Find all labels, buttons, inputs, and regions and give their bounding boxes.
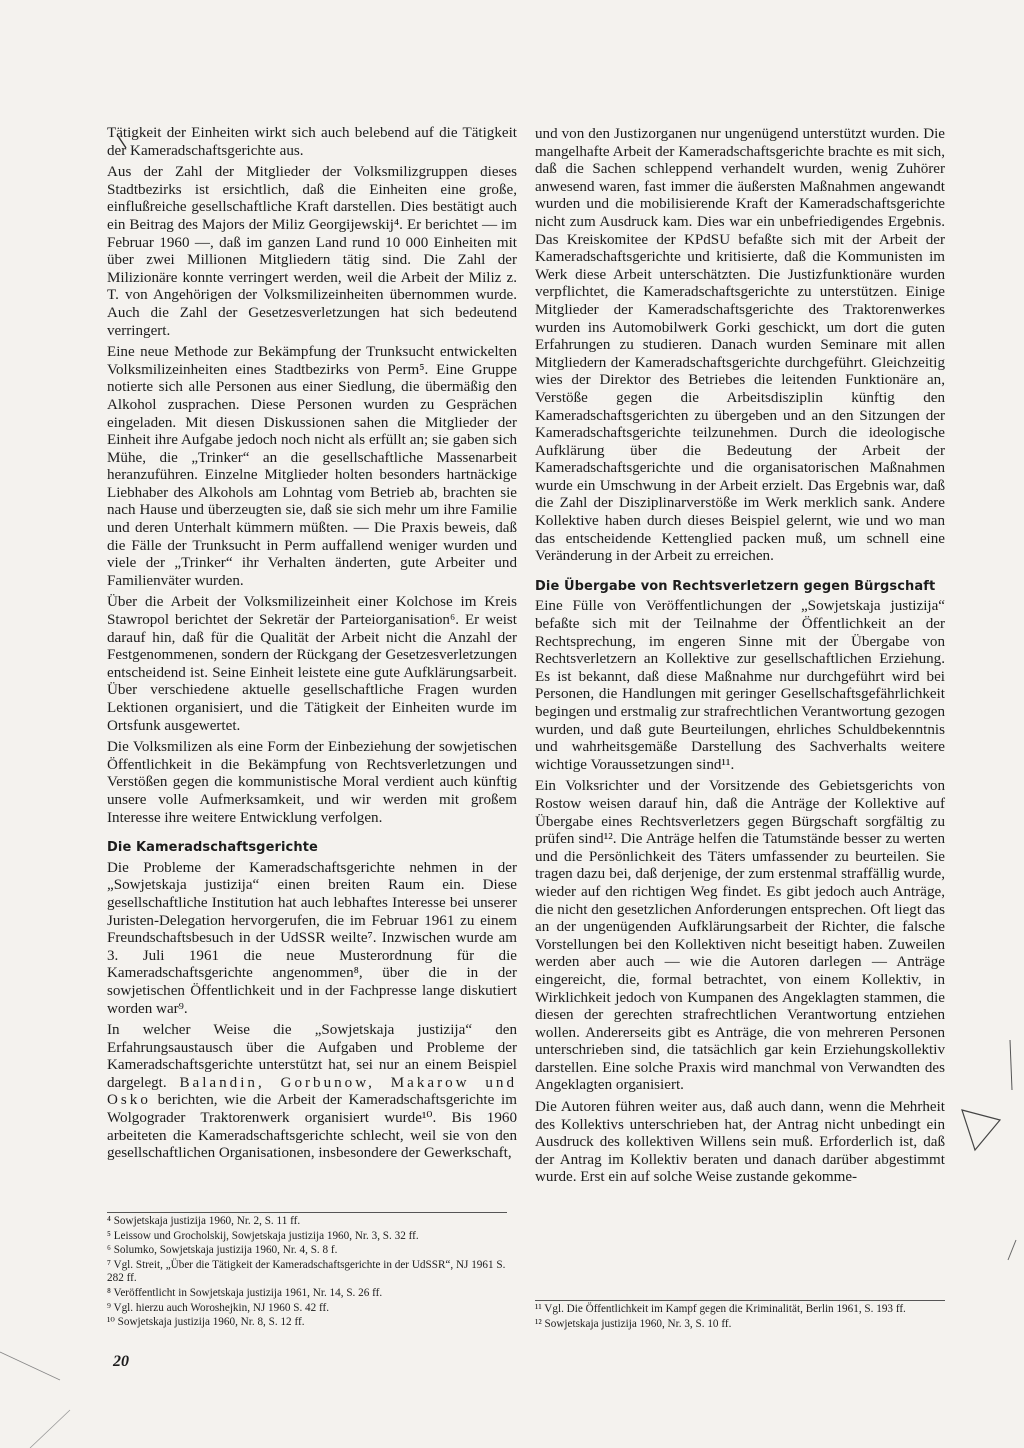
footnote: ¹² Sowjetskaja justizija 1960, Nr. 3, S. 10 ff. (535, 1317, 732, 1330)
footnote: ⁴ Sowjetskaja justizija 1960, Nr. 2, S. 11 ff. (107, 1215, 301, 1227)
footnote: ¹¹ Vgl. Die Öffentlichkeit im Kampf gegen die Kriminalität, Berlin 1961, S. 193 ff. (535, 1303, 906, 1315)
footnote: ⁸ Veröffentlicht in Sowjetskaja justizija 1961, Nr. 14, S. 26 ff. (107, 1286, 383, 1299)
scan-mark-triangle (962, 1110, 1000, 1150)
text-run: berichten, wie die Arbeit der Kameradschaftsgerichte im Wolgograder Traktorenwerk organisiert wurde¹⁰. Bis 1960 arbeiteten die Kameradschaftsgerichte schlecht, weil sie von den gesellschaftlichen Organisationen, insbesondere der Gewerkschaft, (107, 1092, 517, 1162)
text-run: In welcher Weise die „Sowjetskaja justizija“ den Erfahrungsaustausch über die Aufgaben und Probleme der Kameradschaftsgerichte unterstützt hat, sei nur an einem Beispiel dargelegt. (107, 1022, 517, 1091)
spaced-author-names: Balandin, Gorbunow, Makarow und Osko (107, 1074, 517, 1109)
paragraph: Über die Arbeit der Volksmilizeinheit einer Kolchose im Kreis Stawropol berichtet der Sekretär der Parteiorganisation⁶. Er weist darauf hin, daß für die Qualität der Arbeit nicht die Anzahl der Festgenommenen, sondern der Rückgang der Gesetzesverletzungen entscheidend ist. Seine Einheit leistete eine gute Aufklärungsarbeit. Über verschiedene aktuelle gesellschaftliche Fragen wurden Lektionen organisiert, und die Tätigkeit der Einheiten wurde im Ortsfunk ausgewertet. (107, 594, 517, 734)
section-heading: Die Kameradschaftsgerichte (107, 840, 318, 856)
scan-mark-scratch (0, 1352, 60, 1380)
footnote: ⁵ Leissow und Grocholskij, Sowjetskaja justizija 1960, Nr. 3, S. 32 ff. (107, 1229, 419, 1242)
paragraph: Ein Volksrichter und der Vorsitzende des Gebietsgerichts von Rostow weisen darauf hin, daß die Anträge der Kollektive auf Übergabe eines Rechtsverletzers gegen Bürgschaft sorgfältig zu prüfen sind¹². Die Anträge helfen die Tatumstände besser zu werten und die Persönlichkeit des Täters umfassender zu beurteilen. Sie tragen dazu bei, daß derjenige, der zum erstenmal straffällig wurde, wieder auf den richtigen Weg findet. Es gibt jedoch auch Anträge, die nicht den gesetzlichen Anforderungen entsprechen. Oft liegt das an der ungenügenden Aufklärungsarbeit der Richter, die falsche Vorstellungen bei den Kollektiven nicht beseitigt haben. Zuweilen werden aber auch — wie die Autoren darlegen — Anträge eingereicht, die, formal betrachtet, von einem Kollektiv, in Wirklichkeit jedoch von Kumpanen des Angeklagten stammen, die diesen der gerechten strafrechtlichen Verantwortung entziehen wollen. Andererseits gibt es Anträge, die von mehreren Personen unterschrieben sind, die tatsächlich gar kein Erziehungskollektiv darstellen. Eine solche Praxis wird manchmal von Verwandten des Angeklagten organisiert. (535, 778, 945, 1094)
paragraph (107, 1022, 517, 1163)
footnote: ⁶ Solumko, Sowjetskaja justizija 1960, Nr. 4, S. 8 f. (107, 1244, 338, 1257)
footnotes-left (107, 1212, 517, 1331)
right-column (535, 126, 945, 1191)
paragraph: Eine Fülle von Veröffentlichungen der „Sowjetskaja justizija“ befaßte sich mit der Teilnahme der Öffentlichkeit an der Rechtsprechung, im engeren Sinne mit der Übergabe von Rechtsverletzern an Kollektive zur gesellschaftlichen Erziehung. Es ist bekannt, daß diese Maßnahme nur durchgeführt wird bei Personen, die Handlungen mit geringer Gesellschaftsgefährlichkeit begingen und erstmalig zur strafrechtlichen Verantwortung gezogen wurden, und daß gute Beurteilungen, ehrliches Schuldbekenntnis und wahrheitsgemäße Darstellung des Sachverhalts weitere wichtige Voraussetzungen sind¹¹. (535, 598, 945, 773)
paragraph: Tätigkeit der Einheiten wirkt sich auch belebend auf die Tätigkeit der Kameradschaftsgerichte aus. (107, 125, 517, 159)
scan-mark-line (1008, 1240, 1016, 1260)
paragraph: Die Volksmilizen als eine Form der Einbeziehung der sowjetischen Öffentlichkeit in die Bekämpfung von Rechtsverletzungen und Verstößen gegen die kommunistische Moral verdient auch künftig unsere volle Aufmerksamkeit, und wir werden mit großem Interesse ihre weitere Entwicklung verfolgen. (107, 739, 517, 826)
scan-mark-line (1010, 1040, 1012, 1090)
paragraph: Aus der Zahl der Mitglieder der Volksmilizgruppen dieses Stadtbezirks ist ersichtlich, daß die Einheiten eine große, einflußreiche gesellschaftliche Kraft darstellen. Dies bestätigt auch ein Beitrag des Majors der Miliz Georgijewskij⁴. Er berichtet — im Februar 1960 —, daß im ganzen Land rund 10 000 Einheiten mit über zwei Millionen Mitgliedern tätig sind. Die Zahl der Milizionäre konnte verringert werden, weil die Arbeit der Miliz z. T. von Angehörigen der Volksmilizeinheiten übernommen wurde. Auch die Zahl der Gesetzesverletzungen hat sich bedeutend verringert. (107, 164, 517, 339)
paragraph: Eine neue Methode zur Bekämpfung der Trunksucht entwickelten Volksmilizeinheiten eines Stadtbezirks von Perm⁵. Eine Gruppe notierte sich alle Personen aus einer Siedlung, die übermäßig den Alkohol zusprachen. Diese Personen wurden zu Gesprächen eingeladen. Mit diesen Diskussionen sahen die Mitglieder der Einheit ihre Aufgabe jedoch noch nicht als erfüllt an; sie gaben sich Mühe, die „Trinker“ an die gesellschaftliche Massenarbeit heranzuführen. Einzelne Mitglieder holten besonders hartnäckige Liebhaber des Alkohols am Lohntag vom Betrieb ab, brachten sie nach Hause und überzeugten sie, daß sie sich mehr um ihre Familie und deren Unterhalt kümmern müßten. — Die Praxis beweis, daß die Fälle der Trunksucht in Perm auffallend weniger wurden und viele der „Trinker“ ihr Verhalten änderten, gute Arbeiter und Familienväter wurden. (107, 344, 517, 589)
scan-mark-scratch (30, 1410, 70, 1448)
paragraph: und von den Justizorganen nur ungenügend unterstützt wurden. Die mangelhafte Arbeit der Kameradschaftsgerichte brachte es mit sich, daß die Sachen schleppend verhandelt wurden, wenig Zuhörer anwesend waren, fast immer die äußersten Maßnahmen angewandt wurden und die mobilisierende Kraft der Kameradschaftsgerichte nicht zum Ausdruck kam. Dies war ein unbefriedigendes Ergebnis. Das Kreiskomitee der KPdSU befaßte sich mit der Arbeit der Kameradschaftsgerichte und kritisierte, daß die Kommunisten im Werk diese Arbeit unterschätzten. Die Justizfunktionäre wurden verpflichtet, die Kameradschaftsgerichte zu unterstützen. Einige Mitglieder der Kameradschaftsgerichte des Traktorenwerkes wurden ins Automobilwerk Gorki geschickt, um dort die guten Erfahrungen zu studieren. Danach wurden Seminare mit allen Mitgliedern der Kameradschaftsgerichte durchgeführt. Gleichzeitig wies der Direktor des Betriebes die leitenden Funktionäre an, Verstöße gegen die Arbeitsdisziplin künftig den Kameradschaftsgerichten zu übergeben und an den Sitzungen der Kameradschaftsgerichte teilzunehmen. Durch die ideologische Aufklärung über die Bedeutung der Arbeit der Kameradschaftsgerichte und die organisatorischen Maßnahmen wurde ein Umschwung in der Arbeit erzielt. Das Ergebnis war, daß die Zahl der Disziplinarverstöße im Werk merklich sank. Andere Kollektive haben durch dieses Beispiel gelernt, wie und wo man das entscheidende Kettenglied packen muß, um schnell eine Veränderung in der Arbeit zu erreichen. (535, 126, 945, 565)
footnotes-right (535, 1300, 945, 1332)
page-number: 20 (113, 1353, 129, 1370)
section-heading: Die Übergabe von Rechtsverletzern gegen Bürgschaft (535, 578, 936, 594)
paragraph: Die Autoren führen weiter aus, daß auch dann, wenn die Mehrheit des Kollektivs unterschrieben hat, der Antrag nicht unbedingt ein Ausdruck des kollektiven Willens sein muß. Erforderlich ist, daß der Antrag im Kollektiv beraten und danach darüber abgestimmt wurde. Erst ein auf solche Weise zustande gekomme- (535, 1099, 945, 1186)
footnote-rule (535, 1300, 945, 1301)
paragraph: Die Probleme der Kameradschaftsgerichte nehmen in der „Sowjetskaja justizija“ einen breiten Raum ein. Diese gesellschaftliche Institution hat auch lebhaftes Interesse bei unserer Juristen-Delegation hervorgerufen, die im Februar 1961 zu einem Freundschaftsbesuch in der UdSSR weilte⁷. Inzwischen wurde am 3. Juli 1961 die neue Musterordnung für die Kameradschaftsgerichte angenommen⁸, über die in der sowjetischen Öffentlichkeit und in der Fachpresse lange diskutiert worden war⁹. (107, 859, 517, 1017)
left-column (107, 125, 517, 1167)
footnote: ⁹ Vgl. hierzu auch Woroshejkin, NJ 1960 S. 42 ff. (107, 1301, 330, 1314)
footnote: ⁷ Vgl. Streit, „Über die Tätigkeit der Kameradschaftsgerichte in der UdSSR“, NJ 1961 S. 282 ff. (107, 1258, 506, 1285)
footnote: ¹⁰ Sowjetskaja justizija 1960, Nr. 8, S. 12 ff. (107, 1316, 305, 1329)
footnote-rule (107, 1212, 507, 1213)
